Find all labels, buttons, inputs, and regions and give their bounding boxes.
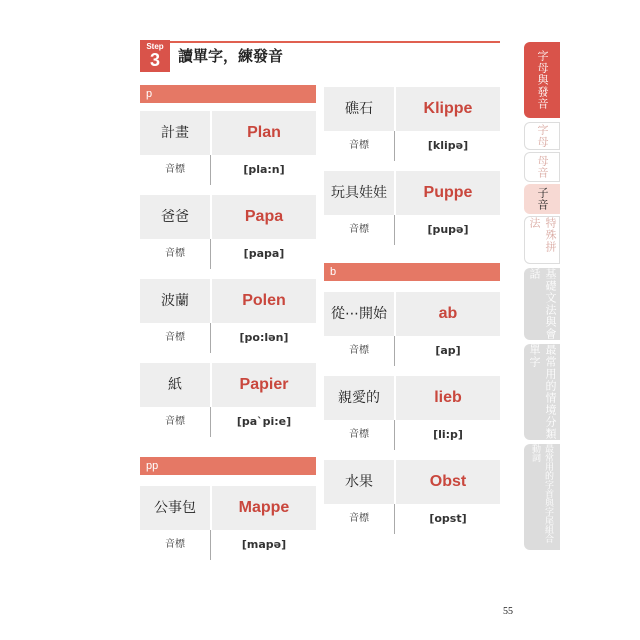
word-card [324,171,500,245]
german-word: Puppe [423,184,473,201]
step-number: 3 [149,50,160,70]
side-tab-grammar-conversation[interactable] [524,268,560,340]
german-word: Papier [239,376,289,393]
pron-label: 音標 [165,416,185,427]
german-word: lieb [434,389,462,406]
german-word: Papa [244,208,284,225]
page-title: 讀單字，練發音 [178,47,284,65]
phonetic-transcription: [pupə] [427,223,469,236]
pron-label: 音標 [165,248,185,259]
chinese-word: 從⋯開始 [331,306,387,322]
phonetic-transcription: [po:lən] [239,331,289,344]
chinese-word: 紙 [168,377,182,393]
word-card [140,486,316,560]
chinese-word: 玩具娃娃 [331,185,387,201]
header-rule [170,41,500,43]
pron-label: 音標 [165,539,185,550]
phonetic-transcription: [papa] [243,247,285,260]
side-tab-label: 字母 [536,124,549,148]
pron-label: 音標 [349,513,369,524]
step-badge [140,40,170,72]
chinese-word: 親愛的 [338,390,380,406]
german-word: Mappe [238,499,290,516]
section-bar-b: b [324,263,500,281]
side-tab-consonants[interactable] [524,184,560,214]
german-word: Obst [429,473,467,490]
step-word: Step [146,42,164,51]
pron-label: 音標 [349,224,369,235]
side-tab-vowels[interactable] [524,152,560,182]
side-tab-label: 最常用的字首與字尾組合動詞 [530,444,553,543]
side-tab-label: 最常用的情境分類單字 [528,344,557,440]
phonetic-transcription: [ap] [435,344,461,357]
side-tab-situational-vocabulary[interactable] [524,344,560,440]
side-tab-label: 基礎文法與會話 [528,268,557,340]
chinese-word: 礁石 [345,101,373,117]
chinese-word: 公事包 [154,500,196,516]
side-tab-alphabet[interactable] [524,122,560,150]
side-tab-special-spelling[interactable] [524,216,560,264]
word-card [140,279,316,353]
side-tab-label: 母音 [536,155,549,179]
section-bar-pp: pp [140,457,316,475]
side-tab-letters-pronunciation[interactable] [524,42,560,118]
phonetic-transcription: [mapə] [241,538,287,551]
word-card [324,87,500,161]
phonetic-transcription: [opst] [429,512,467,525]
word-card [324,376,500,450]
pron-label: 音標 [165,164,185,175]
word-card [324,460,500,534]
phonetic-transcription: [pa`pi:e] [236,415,292,428]
chinese-word: 計畫 [161,125,189,141]
page-number: 55 [503,606,513,617]
pron-label: 音標 [349,429,369,440]
word-card [140,363,316,437]
chinese-word: 爸爸 [161,209,189,225]
phonetic-transcription: [klipə] [427,139,469,152]
side-tab-label: 特殊拼法 [528,217,557,253]
phonetic-transcription: [pla:n] [243,163,285,176]
section-bar-p: p [140,85,316,103]
german-word: Plan [247,124,281,141]
side-tab-label: 字母與發音 [536,50,549,110]
word-card [140,111,316,185]
side-tab-prefix-suffix-verbs[interactable] [524,444,560,550]
word-card [140,195,316,269]
german-word: Polen [242,292,286,309]
chinese-word: 水果 [345,474,373,490]
word-card [324,292,500,366]
pron-label: 音標 [349,140,369,151]
side-tab-label: 子音 [536,187,549,211]
phonetic-transcription: [li:p] [433,428,463,441]
pron-label: 音標 [349,345,369,356]
chinese-word: 波蘭 [161,293,189,309]
german-word: Klippe [423,100,473,117]
german-word: ab [438,305,458,322]
pron-label: 音標 [165,332,185,343]
